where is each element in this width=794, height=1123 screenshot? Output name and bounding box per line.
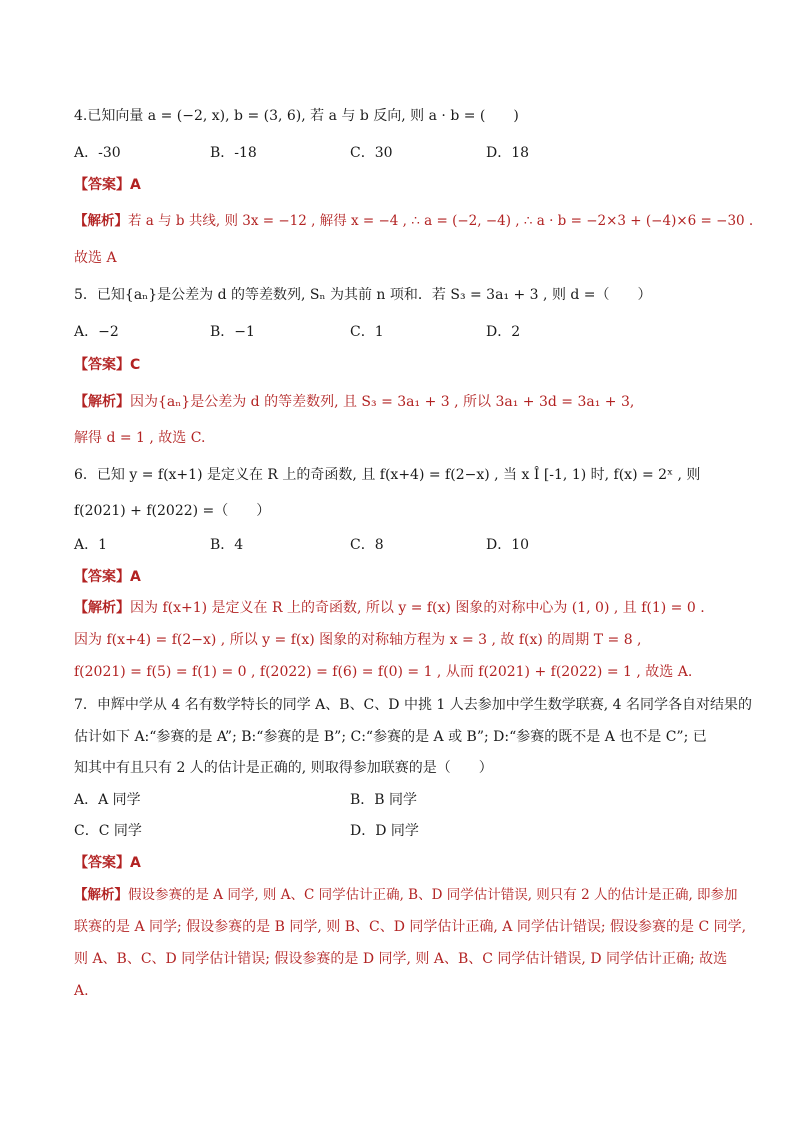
solution-text: 因为 f(x+1) 是定义在 R 上的奇函数, 所以 y = f(x) 图象的对称中心为 (1, 0) , 且 f(1) = 0 .	[130, 600, 705, 616]
solution-label: 【解析】	[74, 887, 128, 903]
q5-solution-line-2: 解得 d = 1 , 故选 C.	[74, 430, 206, 446]
q7-answer	[74, 853, 141, 873]
q5-solution	[74, 392, 634, 412]
q5-answer	[74, 355, 140, 375]
q5-option-c: C．1	[350, 324, 384, 340]
q6-option-b: B．4	[210, 537, 244, 553]
answer-value: A	[130, 569, 141, 585]
q6-stem-line-2: f(2021) + f(2022) =（ ）	[74, 503, 271, 519]
q7-solution	[74, 885, 738, 905]
q7-stem-line-3: 知其中有且只有 2 人的估计是正确的, 则取得参加联赛的是（ ）	[74, 760, 493, 776]
q6-option-d: D．10	[486, 537, 530, 553]
q4-stem: 4.已知向量 a = (−2, x), b = (3, 6), 若 a 与 b 反向, 则 a · b = ( )	[74, 108, 519, 124]
answer-label: 【答案】	[74, 357, 130, 373]
q7-option-a: A．A 同学	[74, 792, 141, 808]
solution-label: 【解析】	[74, 213, 128, 229]
answer-label: 【答案】	[74, 855, 130, 871]
q7-stem-line-2: 估计如下 A:“参赛的是 A”; B:“参赛的是 B”; C:“参赛的是 A 或 B”; D:“参赛的既不是 A 也不是 C”; 已	[74, 729, 707, 745]
q4-option-c: C．30	[350, 145, 393, 161]
solution-text: 假设参赛的是 A 同学, 则 A、C 同学估计正确, B、D 同学估计错误, 则只有 2 人的估计是正确, 即参加	[128, 887, 738, 903]
q7-stem: 7．申辉中学从 4 名有数学特长的同学 A、B、C、D 中挑 1 人去参加中学生数学联赛, 4 名同学各自对结果的	[74, 697, 753, 713]
q6-stem: 6．已知 y = f(x+1) 是定义在 R 上的奇函数, 且 f(x+4) = f(2−x) , 当 x Î [-1, 1) 时, f(x) = 2ˣ , 则	[74, 467, 701, 483]
q6-option-a: A．1	[74, 537, 108, 553]
solution-label: 【解析】	[74, 394, 130, 410]
q4-option-d: D．18	[486, 145, 530, 161]
q5-option-b: B．−1	[210, 324, 255, 340]
q7-solution-line-4: A.	[74, 983, 89, 999]
q4-conclusion: 故选 A	[74, 250, 117, 266]
answer-label: 【答案】	[74, 177, 130, 193]
q6-solution-line-3: f(2021) = f(5) = f(1) = 0 , f(2022) = f(6) = f(0) = 1 , 从而 f(2021) + f(2022) = 1 , 故选 A.	[74, 664, 693, 680]
q6-solution	[74, 598, 705, 618]
q7-solution-line-3: 则 A、B、C、D 同学估计错误; 假设参赛的是 D 同学, 则 A、B、C 同学估计错误, D 同学估计正确; 故选	[74, 951, 728, 967]
q5-stem: 5．已知{aₙ}是公差为 d 的等差数列, Sₙ 为其前 n 项和．若 S₃ = 3a₁ + 3 , 则 d =（ ）	[74, 287, 652, 303]
q7-option-c: C．C 同学	[74, 823, 142, 839]
q4-option-b: B．-18	[210, 145, 257, 161]
q6-answer	[74, 567, 141, 587]
answer-value: A	[130, 177, 141, 193]
q7-option-b: B．B 同学	[350, 792, 418, 808]
q5-option-a: A．−2	[74, 324, 119, 340]
q7-solution-line-2: 联赛的是 A 同学; 假设参赛的是 B 同学, 则 B、C、D 同学估计正确, A 同学估计错误; 假设参赛的是 C 同学,	[74, 919, 747, 935]
answer-label: 【答案】	[74, 569, 130, 585]
solution-label: 【解析】	[74, 600, 130, 616]
q4-solution	[74, 211, 753, 231]
q6-option-c: C．8	[350, 537, 384, 553]
q4-answer	[74, 175, 141, 195]
q4-option-a: A．-30	[74, 145, 121, 161]
q5-option-d: D．2	[486, 324, 521, 340]
q7-option-d: D．D 同学	[350, 823, 419, 839]
solution-text: 若 a 与 b 共线, 则 3x = −12 , 解得 x = −4 , ∴ a = (−2, −4) , ∴ a · b = −2×3 + (−4)×6 = −30 .	[128, 213, 754, 229]
answer-value: C	[130, 357, 141, 373]
answer-value: A	[130, 855, 141, 871]
q6-solution-line-2: 因为 f(x+4) = f(2−x) , 所以 y = f(x) 图象的对称轴方程为 x = 3 , 故 f(x) 的周期 T = 8 ,	[74, 632, 642, 648]
solution-text: 因为{aₙ}是公差为 d 的等差数列, 且 S₃ = 3a₁ + 3 , 所以 3a₁ + 3d = 3a₁ + 3,	[130, 394, 635, 410]
